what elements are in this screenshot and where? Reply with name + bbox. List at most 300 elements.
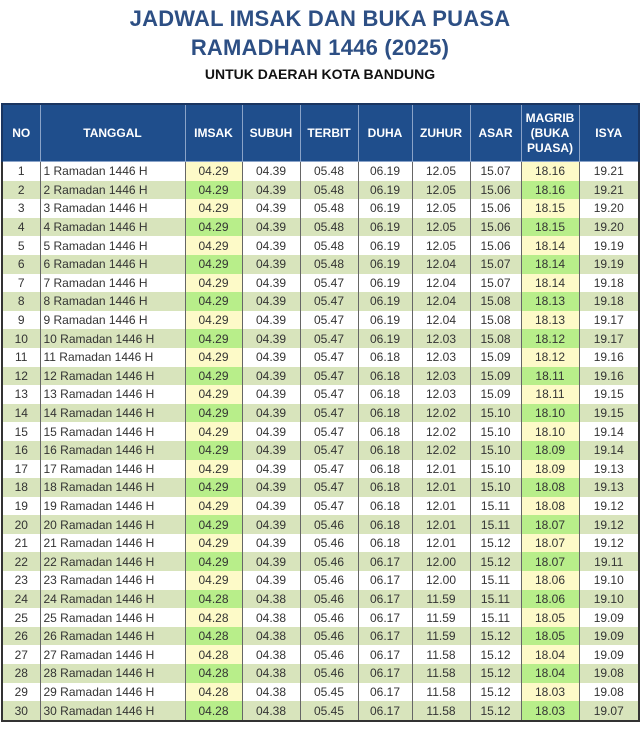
cell-tanggal: 8 Ramadan 1446 H: [40, 292, 185, 311]
cell-no: 4: [2, 218, 40, 237]
cell-terbit: 05.48: [300, 218, 358, 237]
cell-terbit: 05.48: [300, 181, 358, 200]
cell-terbit: 05.46: [300, 590, 358, 609]
cell-imsak: 04.28: [185, 645, 242, 664]
cell-asar: 15.12: [470, 552, 521, 571]
cell-imsak: 04.29: [185, 255, 242, 274]
cell-zuhur: 11.59: [412, 608, 470, 627]
cell-imsak: 04.28: [185, 590, 242, 609]
cell-tanggal: 26 Ramadan 1446 H: [40, 627, 185, 646]
cell-zuhur: 12.05: [412, 236, 470, 255]
table-row: [2, 329, 639, 348]
cell-magrib: 18.05: [521, 608, 579, 627]
cell-duha: 06.19: [358, 199, 412, 218]
cell-subuh: 04.39: [242, 274, 300, 293]
cell-asar: 15.11: [470, 608, 521, 627]
cell-imsak: 04.29: [185, 478, 242, 497]
cell-terbit: 05.47: [300, 348, 358, 367]
cell-magrib: 18.15: [521, 218, 579, 237]
cell-subuh: 04.39: [242, 422, 300, 441]
table-row: [2, 701, 639, 721]
cell-zuhur: 11.58: [412, 683, 470, 702]
cell-tanggal: 21 Ramadan 1446 H: [40, 534, 185, 553]
cell-subuh: 04.39: [242, 162, 300, 181]
table-row: [2, 348, 639, 367]
table-row: [2, 497, 639, 516]
cell-duha: 06.17: [358, 627, 412, 646]
cell-duha: 06.18: [358, 348, 412, 367]
cell-tanggal: 4 Ramadan 1446 H: [40, 218, 185, 237]
cell-zuhur: 12.05: [412, 218, 470, 237]
cell-asar: 15.12: [470, 627, 521, 646]
cell-magrib: 18.10: [521, 422, 579, 441]
cell-imsak: 04.29: [185, 311, 242, 330]
cell-magrib: 18.09: [521, 441, 579, 460]
cell-isya: 19.13: [579, 460, 639, 479]
cell-subuh: 04.39: [242, 218, 300, 237]
cell-zuhur: 11.58: [412, 664, 470, 683]
cell-no: 17: [2, 460, 40, 479]
cell-terbit: 05.47: [300, 329, 358, 348]
cell-magrib: 18.16: [521, 162, 579, 181]
cell-isya: 19.08: [579, 683, 639, 702]
cell-subuh: 04.39: [242, 534, 300, 553]
cell-tanggal: 12 Ramadan 1446 H: [40, 367, 185, 386]
cell-subuh: 04.38: [242, 645, 300, 664]
cell-terbit: 05.47: [300, 422, 358, 441]
cell-terbit: 05.45: [300, 683, 358, 702]
cell-magrib: 18.14: [521, 274, 579, 293]
table-row: [2, 460, 639, 479]
cell-zuhur: 12.04: [412, 274, 470, 293]
table-body: [2, 162, 639, 721]
cell-tanggal: 27 Ramadan 1446 H: [40, 645, 185, 664]
cell-no: 22: [2, 552, 40, 571]
table-row: [2, 590, 639, 609]
cell-imsak: 04.29: [185, 515, 242, 534]
cell-asar: 15.06: [470, 218, 521, 237]
cell-tanggal: 16 Ramadan 1446 H: [40, 441, 185, 460]
cell-zuhur: 12.01: [412, 478, 470, 497]
cell-asar: 15.07: [470, 274, 521, 293]
cell-zuhur: 12.04: [412, 292, 470, 311]
cell-subuh: 04.39: [242, 292, 300, 311]
cell-duha: 06.19: [358, 255, 412, 274]
col-header-magrib-line1: MAGRIB: [525, 110, 575, 125]
cell-tanggal: 17 Ramadan 1446 H: [40, 460, 185, 479]
cell-no: 8: [2, 292, 40, 311]
table-row: [2, 608, 639, 627]
cell-zuhur: 12.03: [412, 348, 470, 367]
cell-isya: 19.13: [579, 478, 639, 497]
cell-no: 3: [2, 199, 40, 218]
cell-zuhur: 12.02: [412, 404, 470, 423]
cell-subuh: 04.38: [242, 627, 300, 646]
cell-magrib: 18.08: [521, 497, 579, 516]
cell-subuh: 04.39: [242, 348, 300, 367]
cell-magrib: 18.06: [521, 571, 579, 590]
cell-duha: 06.18: [358, 367, 412, 386]
col-header-asar: ASAR: [470, 104, 521, 162]
cell-asar: 15.06: [470, 236, 521, 255]
cell-magrib: 18.13: [521, 292, 579, 311]
table-row: [2, 162, 639, 181]
cell-zuhur: 12.02: [412, 422, 470, 441]
cell-asar: 15.11: [470, 497, 521, 516]
cell-isya: 19.21: [579, 162, 639, 181]
cell-duha: 06.17: [358, 590, 412, 609]
cell-duha: 06.18: [358, 404, 412, 423]
cell-isya: 19.15: [579, 404, 639, 423]
cell-zuhur: 12.03: [412, 385, 470, 404]
cell-terbit: 05.46: [300, 534, 358, 553]
cell-tanggal: 13 Ramadan 1446 H: [40, 385, 185, 404]
cell-tanggal: 14 Ramadan 1446 H: [40, 404, 185, 423]
cell-no: 28: [2, 664, 40, 683]
cell-duha: 06.18: [358, 422, 412, 441]
cell-asar: 15.09: [470, 367, 521, 386]
cell-no: 19: [2, 497, 40, 516]
cell-no: 15: [2, 422, 40, 441]
cell-imsak: 04.29: [185, 497, 242, 516]
cell-imsak: 04.29: [185, 367, 242, 386]
cell-zuhur: 12.04: [412, 255, 470, 274]
table-row: [2, 664, 639, 683]
cell-duha: 06.19: [358, 274, 412, 293]
cell-tanggal: 28 Ramadan 1446 H: [40, 664, 185, 683]
cell-imsak: 04.29: [185, 404, 242, 423]
cell-duha: 06.19: [358, 292, 412, 311]
cell-imsak: 04.29: [185, 441, 242, 460]
table-row: [2, 515, 639, 534]
table-row: [2, 534, 639, 553]
cell-zuhur: 12.01: [412, 534, 470, 553]
cell-duha: 06.18: [358, 534, 412, 553]
cell-subuh: 04.39: [242, 515, 300, 534]
cell-asar: 15.08: [470, 329, 521, 348]
cell-imsak: 04.29: [185, 329, 242, 348]
cell-no: 13: [2, 385, 40, 404]
cell-magrib: 18.03: [521, 701, 579, 721]
cell-imsak: 04.29: [185, 274, 242, 293]
cell-subuh: 04.38: [242, 683, 300, 702]
cell-no: 21: [2, 534, 40, 553]
cell-terbit: 05.45: [300, 701, 358, 721]
cell-asar: 15.10: [470, 460, 521, 479]
cell-asar: 15.11: [470, 571, 521, 590]
cell-zuhur: 12.05: [412, 199, 470, 218]
cell-asar: 15.07: [470, 255, 521, 274]
table-row: [2, 367, 639, 386]
cell-magrib: 18.11: [521, 385, 579, 404]
cell-duha: 06.19: [358, 162, 412, 181]
cell-duha: 06.17: [358, 664, 412, 683]
table-header-row: [2, 104, 639, 162]
cell-zuhur: 11.59: [412, 590, 470, 609]
cell-asar: 15.12: [470, 534, 521, 553]
cell-zuhur: 12.03: [412, 367, 470, 386]
cell-duha: 06.19: [358, 329, 412, 348]
cell-magrib: 18.07: [521, 534, 579, 553]
cell-no: 20: [2, 515, 40, 534]
cell-tanggal: 7 Ramadan 1446 H: [40, 274, 185, 293]
cell-tanggal: 23 Ramadan 1446 H: [40, 571, 185, 590]
cell-magrib: 18.05: [521, 627, 579, 646]
cell-terbit: 05.46: [300, 515, 358, 534]
cell-terbit: 05.47: [300, 497, 358, 516]
cell-zuhur: 12.02: [412, 441, 470, 460]
page-title-line1: JADWAL IMSAK DAN BUKA PUASA: [129, 6, 511, 31]
cell-zuhur: 12.03: [412, 329, 470, 348]
cell-asar: 15.12: [470, 683, 521, 702]
cell-imsak: 04.28: [185, 701, 242, 721]
cell-magrib: 18.04: [521, 645, 579, 664]
cell-imsak: 04.29: [185, 236, 242, 255]
cell-isya: 19.09: [579, 627, 639, 646]
table-row: [2, 236, 639, 255]
cell-magrib: 18.12: [521, 329, 579, 348]
cell-isya: 19.10: [579, 590, 639, 609]
cell-no: 30: [2, 701, 40, 721]
table-row: [2, 552, 639, 571]
cell-imsak: 04.29: [185, 199, 242, 218]
cell-duha: 06.17: [358, 608, 412, 627]
cell-terbit: 05.48: [300, 236, 358, 255]
col-header-tanggal: TANGGAL: [40, 104, 185, 162]
cell-no: 26: [2, 627, 40, 646]
cell-no: 7: [2, 274, 40, 293]
cell-imsak: 04.29: [185, 385, 242, 404]
cell-tanggal: 2 Ramadan 1446 H: [40, 181, 185, 200]
col-header-magrib-line2: (BUKA: [530, 125, 570, 140]
cell-isya: 19.19: [579, 236, 639, 255]
page-header: [0, 0, 640, 84]
cell-zuhur: 11.58: [412, 645, 470, 664]
col-header-imsak: IMSAK: [185, 104, 242, 162]
cell-subuh: 04.38: [242, 608, 300, 627]
cell-zuhur: 12.05: [412, 162, 470, 181]
cell-magrib: 18.16: [521, 181, 579, 200]
cell-isya: 19.16: [579, 348, 639, 367]
cell-zuhur: 12.04: [412, 311, 470, 330]
cell-no: 11: [2, 348, 40, 367]
cell-tanggal: 6 Ramadan 1446 H: [40, 255, 185, 274]
cell-no: 1: [2, 162, 40, 181]
cell-terbit: 05.47: [300, 460, 358, 479]
cell-magrib: 18.13: [521, 311, 579, 330]
cell-terbit: 05.46: [300, 645, 358, 664]
cell-terbit: 05.46: [300, 664, 358, 683]
cell-terbit: 05.46: [300, 627, 358, 646]
cell-magrib: 18.03: [521, 683, 579, 702]
schedule-table: [1, 103, 640, 722]
table-row: [2, 181, 639, 200]
cell-subuh: 04.39: [242, 460, 300, 479]
cell-subuh: 04.39: [242, 255, 300, 274]
cell-duha: 06.19: [358, 181, 412, 200]
table-row: [2, 255, 639, 274]
col-header-terbit: TERBIT: [300, 104, 358, 162]
cell-duha: 06.18: [358, 497, 412, 516]
cell-terbit: 05.47: [300, 292, 358, 311]
cell-tanggal: 19 Ramadan 1446 H: [40, 497, 185, 516]
cell-duha: 06.18: [358, 385, 412, 404]
cell-subuh: 04.39: [242, 441, 300, 460]
cell-asar: 15.08: [470, 292, 521, 311]
cell-magrib: 18.14: [521, 255, 579, 274]
cell-isya: 19.17: [579, 329, 639, 348]
cell-subuh: 04.39: [242, 199, 300, 218]
cell-isya: 19.07: [579, 701, 639, 721]
cell-asar: 15.10: [470, 422, 521, 441]
cell-zuhur: 12.01: [412, 460, 470, 479]
cell-subuh: 04.38: [242, 664, 300, 683]
cell-no: 9: [2, 311, 40, 330]
cell-tanggal: 1 Ramadan 1446 H: [40, 162, 185, 181]
cell-isya: 19.17: [579, 311, 639, 330]
table-row: [2, 292, 639, 311]
cell-subuh: 04.38: [242, 590, 300, 609]
cell-asar: 15.10: [470, 478, 521, 497]
cell-tanggal: 24 Ramadan 1446 H: [40, 590, 185, 609]
cell-imsak: 04.29: [185, 552, 242, 571]
table-row: [2, 571, 639, 590]
cell-asar: 15.11: [470, 515, 521, 534]
cell-zuhur: 12.00: [412, 571, 470, 590]
cell-asar: 15.11: [470, 590, 521, 609]
table-row: [2, 441, 639, 460]
cell-imsak: 04.28: [185, 664, 242, 683]
cell-magrib: 18.07: [521, 552, 579, 571]
cell-subuh: 04.39: [242, 552, 300, 571]
cell-no: 6: [2, 255, 40, 274]
cell-asar: 15.06: [470, 181, 521, 200]
cell-tanggal: 25 Ramadan 1446 H: [40, 608, 185, 627]
cell-asar: 15.12: [470, 664, 521, 683]
cell-subuh: 04.39: [242, 571, 300, 590]
cell-magrib: 18.15: [521, 199, 579, 218]
cell-duha: 06.19: [358, 218, 412, 237]
cell-imsak: 04.28: [185, 683, 242, 702]
cell-duha: 06.18: [358, 478, 412, 497]
cell-magrib: 18.08: [521, 478, 579, 497]
cell-tanggal: 18 Ramadan 1446 H: [40, 478, 185, 497]
cell-asar: 15.12: [470, 701, 521, 721]
cell-subuh: 04.39: [242, 181, 300, 200]
cell-tanggal: 9 Ramadan 1446 H: [40, 311, 185, 330]
cell-no: 25: [2, 608, 40, 627]
cell-duha: 06.18: [358, 441, 412, 460]
cell-isya: 19.11: [579, 552, 639, 571]
cell-subuh: 04.39: [242, 385, 300, 404]
cell-isya: 19.09: [579, 645, 639, 664]
table-row: [2, 645, 639, 664]
cell-tanggal: 5 Ramadan 1446 H: [40, 236, 185, 255]
cell-terbit: 05.47: [300, 311, 358, 330]
cell-isya: 19.18: [579, 292, 639, 311]
cell-duha: 06.17: [358, 701, 412, 721]
cell-terbit: 05.46: [300, 552, 358, 571]
cell-isya: 19.18: [579, 274, 639, 293]
cell-imsak: 04.29: [185, 422, 242, 441]
cell-tanggal: 11 Ramadan 1446 H: [40, 348, 185, 367]
cell-isya: 19.20: [579, 199, 639, 218]
cell-imsak: 04.28: [185, 627, 242, 646]
cell-magrib: 18.11: [521, 367, 579, 386]
cell-isya: 19.20: [579, 218, 639, 237]
col-header-magrib: [521, 104, 579, 162]
cell-imsak: 04.29: [185, 218, 242, 237]
cell-terbit: 05.48: [300, 255, 358, 274]
col-header-isya: ISYA: [579, 104, 639, 162]
cell-subuh: 04.39: [242, 236, 300, 255]
table-row: [2, 218, 639, 237]
cell-duha: 06.19: [358, 311, 412, 330]
cell-imsak: 04.29: [185, 162, 242, 181]
cell-subuh: 04.39: [242, 497, 300, 516]
cell-terbit: 05.47: [300, 404, 358, 423]
table-row: [2, 274, 639, 293]
cell-subuh: 04.39: [242, 478, 300, 497]
cell-duha: 06.17: [358, 645, 412, 664]
cell-isya: 19.09: [579, 608, 639, 627]
cell-terbit: 05.47: [300, 478, 358, 497]
table-row: [2, 311, 639, 330]
col-header-no: NO: [2, 104, 40, 162]
cell-no: 16: [2, 441, 40, 460]
table-row: [2, 478, 639, 497]
table-row: [2, 199, 639, 218]
cell-isya: 19.14: [579, 441, 639, 460]
cell-no: 5: [2, 236, 40, 255]
cell-terbit: 05.48: [300, 162, 358, 181]
cell-duha: 06.17: [358, 571, 412, 590]
cell-asar: 15.09: [470, 348, 521, 367]
cell-tanggal: 15 Ramadan 1446 H: [40, 422, 185, 441]
cell-tanggal: 29 Ramadan 1446 H: [40, 683, 185, 702]
cell-zuhur: 12.01: [412, 497, 470, 516]
cell-imsak: 04.29: [185, 460, 242, 479]
cell-imsak: 04.29: [185, 348, 242, 367]
cell-zuhur: 12.00: [412, 552, 470, 571]
cell-zuhur: 11.58: [412, 701, 470, 721]
col-header-duha: DUHA: [358, 104, 412, 162]
cell-duha: 06.19: [358, 236, 412, 255]
cell-imsak: 04.29: [185, 292, 242, 311]
cell-duha: 06.18: [358, 515, 412, 534]
cell-magrib: 18.09: [521, 460, 579, 479]
cell-imsak: 04.29: [185, 181, 242, 200]
cell-no: 12: [2, 367, 40, 386]
cell-isya: 19.08: [579, 664, 639, 683]
cell-terbit: 05.47: [300, 274, 358, 293]
cell-asar: 15.10: [470, 441, 521, 460]
cell-asar: 15.10: [470, 404, 521, 423]
cell-subuh: 04.39: [242, 329, 300, 348]
cell-isya: 19.19: [579, 255, 639, 274]
cell-magrib: 18.07: [521, 515, 579, 534]
cell-no: 29: [2, 683, 40, 702]
cell-magrib: 18.14: [521, 236, 579, 255]
cell-no: 2: [2, 181, 40, 200]
cell-isya: 19.12: [579, 534, 639, 553]
cell-no: 23: [2, 571, 40, 590]
col-header-subuh: SUBUH: [242, 104, 300, 162]
table-row: [2, 683, 639, 702]
cell-terbit: 05.46: [300, 608, 358, 627]
cell-zuhur: 12.01: [412, 515, 470, 534]
cell-isya: 19.16: [579, 367, 639, 386]
